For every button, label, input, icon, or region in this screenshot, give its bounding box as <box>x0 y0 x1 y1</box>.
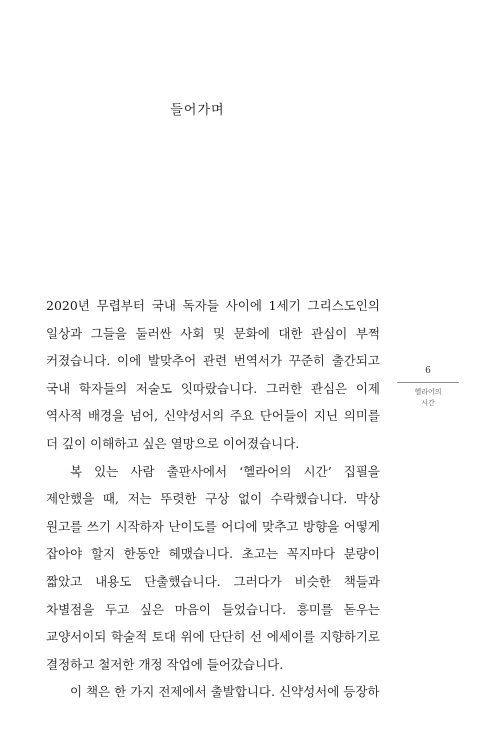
margin-note <box>396 365 460 409</box>
body-text <box>46 292 380 706</box>
chapter-title: 들어가며 <box>170 103 225 118</box>
paragraph: 2020년 무렵부터 국내 독자들 사이에 1세기 그리스도인의 일상과 그들을 둘러싼 사회 및 문화에 대한 관심이 부쩍 커졌습니다. 이에 발맞추어 관련 번역서가 꾸준히 출간되고 국내 학자들의 저술도 잇따랐습니다. 그러한 관심은 이제 역사적 배경을 넘어, 신약성서의 주요 단어들이 지닌 의미를 더 깊이 이해하고 싶은 열망으로 이어졌습니다. <box>46 298 380 451</box>
running-head-line-2: 시간 <box>421 399 435 407</box>
paragraph: 이 책은 한 가지 전제에서 출발합니다. 신약성서에 등장하 <box>70 684 380 700</box>
paragraph: 복 있는 사람 출판사에서 ‘헬라어의 시간’ 집필을 제안했을 때, 저는 뚜렷한 구상 없이 수락했습니다. 막상 원고를 쓰기 시작하자 난이도를 어디에 맞추고 방향을 어떻게 잡아야 할지 한동안 헤맸습니다. 초고는 꼭지마다 분량이 짧았고 내용도 단출했습니다. 그러다가 비슷한 책들과 차별점을 두고 싶은 마음이 들었습니다. 흥미를 돋우는 교양서이되 학술적 토대 위에 단단히 선 에세이를 지향하기로 결정하고 철저한 개정 작업에 들어갔습니다. <box>46 463 380 672</box>
page-number: 6 <box>425 366 431 376</box>
margin-rule <box>397 382 459 383</box>
running-head-line-1: 헬라어의 <box>414 388 442 396</box>
